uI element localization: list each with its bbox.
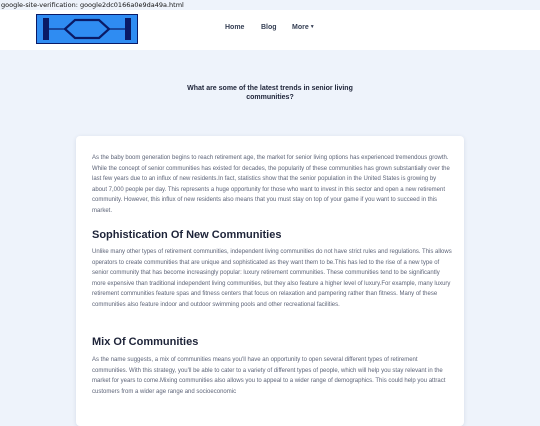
nav-more-dropdown[interactable] (292, 24, 315, 31)
nav-more-label: More (292, 24, 309, 31)
section-heading-sophistication: Sophistication Of New Communities (92, 229, 282, 241)
section-paragraph-mix: As the name suggests, a mix of communities means you'll have an opportunity to open several different types of retirement communities. With this strategy, you'll be able to cater to a variety of different types of people, which will help you stay relevant in the market for years to come.Mixing communities also allows you to appeal to a wider range of demographics. This could help you attract customers from a wider age range and socioeconomic (92, 357, 446, 395)
site-verification-text: google-site-verification: google2dc0166a0e9da49a.html (1, 1, 184, 9)
nav-home-link[interactable]: Home (225, 24, 245, 31)
logo-icon[interactable] (36, 14, 138, 44)
nav-blog-link[interactable]: Blog (261, 24, 277, 31)
article-intro-paragraph: As the baby boom generation begins to reach retirement age, the market for senior living options has experienced tremendous growth. While the concept of senior communities has existed for decades, the popularity of these communities has grown substantially over the last few years due to an influx of new residents.In fact, statistics show that the senior population in the United States is growing by about 7,000 people per day. This represents a huge opportunity for those who want to invest in this sector and open a new retirement community. However, this influx of new residents also means that you must stay on top of your game if you want to succeed in this market. (92, 155, 450, 214)
chevron-down-icon: ▼ (309, 24, 315, 31)
page-title: What are some of the latest trends in senior living communities? (187, 85, 353, 101)
section-heading-mix: Mix Of Communities (92, 336, 199, 348)
section-paragraph-sophistication: Unlike many other types of retirement communities, independent living communities do not have strict rules and regulations. This allows operators to create communities that are unique and sophisticated as they want them to be.This has led to the rise of a new type of senior community that has become increasingly popular: luxury retirement communities. These communities tend to be significantly more expensive than traditional independent living communities, but they also feature a higher level of luxury.For example, many luxury retirement communities feature spas and fitness centers that focus on relaxation and pampering rather than fitness. Many of these communities also feature indoor and outdoor swimming pools and other recreational facilities. (92, 249, 452, 308)
